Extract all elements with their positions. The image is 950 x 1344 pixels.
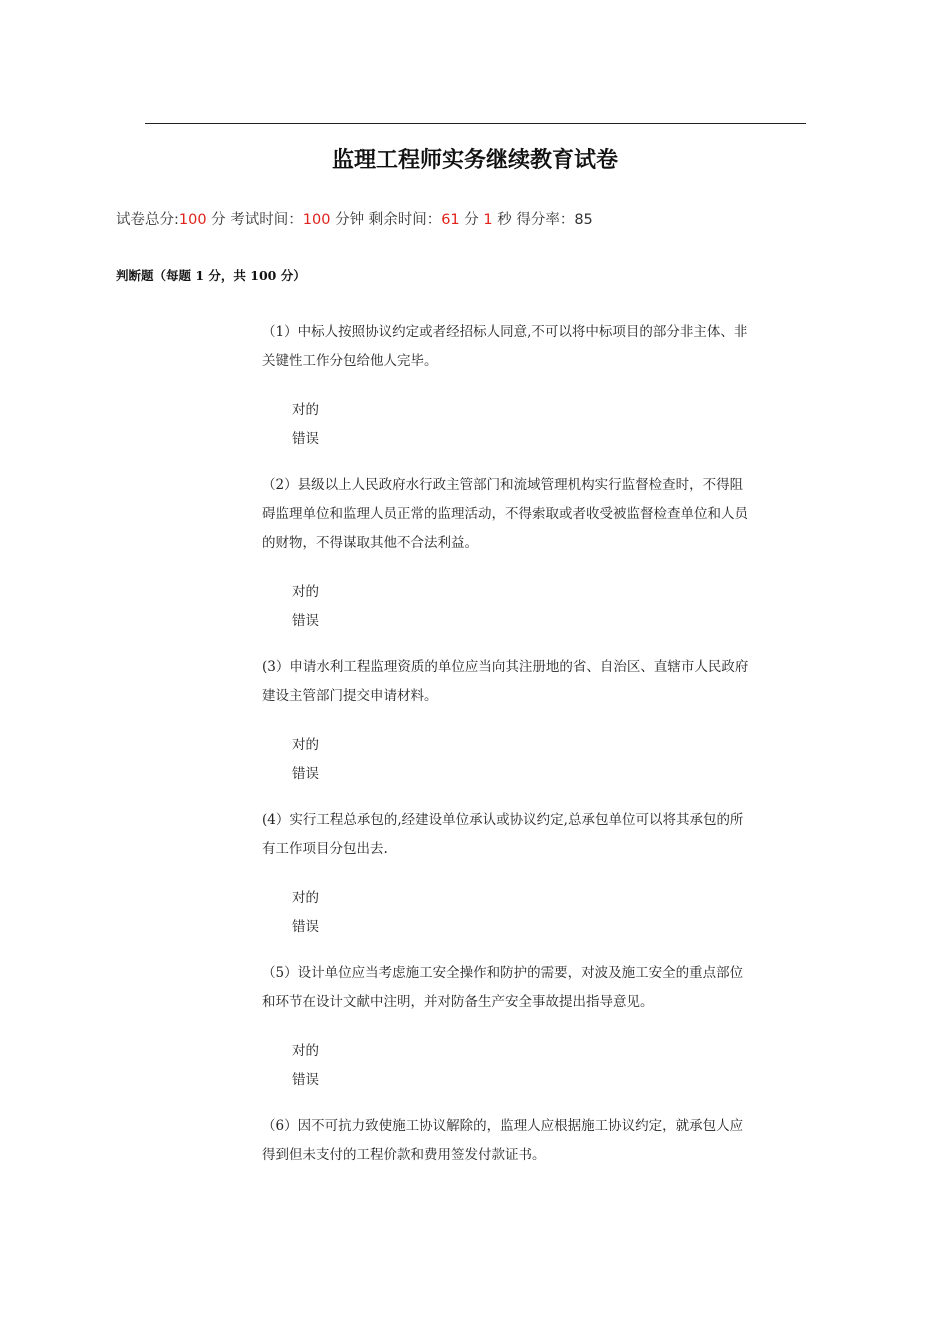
question-text: （5）设计单位应当考虑施工安全操作和防护的需要，对波及施工安全的重点部位和环节在设计文献中注明，并对防备生产安全事故提出指导意见。 (262, 965, 744, 1010)
page-title: 监理工程师实务继续教育试卷 (331, 147, 618, 173)
remaining-time-label: 分钟 剩余时间： (330, 212, 442, 228)
answer-options (262, 884, 752, 942)
top-divider (145, 123, 806, 124)
option-false[interactable]: 错误 (292, 919, 319, 935)
question-item (262, 1112, 752, 1170)
option-true[interactable]: 对的 (292, 584, 319, 600)
question-item (262, 318, 752, 454)
section-header: 判断题（每题 1 分，共 100 分） (116, 268, 306, 283)
exam-time-value: 100 (302, 212, 331, 228)
option-false[interactable]: 错误 (292, 1072, 319, 1088)
question-text: (4）实行工程总承包的,经建设单位承认或协议约定,总承包单位可以将其承包的所有工作项目分包出去. (262, 812, 744, 857)
question-text: (3）申请水利工程监理资质的单位应当向其注册地的省、自治区、直辖市人民政府建设主管部门提交申请材料。 (262, 659, 749, 704)
option-false[interactable]: 错误 (292, 431, 319, 447)
remaining-minutes: 61 (441, 212, 460, 228)
exam-time-label: 分 考试时间： (206, 212, 303, 228)
question-text: （2）县级以上人民政府水行政主管部门和流域管理机构实行监督检查时，不得阻碍监理单位和监理人员正常的监理活动，不得索取或者收受被监督检查单位和人员的财物，不得谋取其他不合法利益。 (262, 477, 748, 551)
answer-options (262, 1037, 752, 1095)
question-text: （1）中标人按照协议约定或者经招标人同意,不可以将中标项目的部分非主体、非关键性工作分包给他人完毕。 (262, 324, 748, 369)
question-text: （6）因不可抗力致使施工协议解除的，监理人应根据施工协议约定，就承包人应得到但未支付的工程价款和费用签发付款证书。 (262, 1118, 744, 1163)
option-true[interactable]: 对的 (292, 402, 319, 418)
score-rate-value: 85 (574, 212, 593, 228)
question-item (262, 959, 752, 1095)
option-false[interactable]: 错误 (292, 613, 319, 629)
option-true[interactable]: 对的 (292, 890, 319, 906)
answer-options (262, 578, 752, 636)
option-true[interactable]: 对的 (292, 737, 319, 753)
question-item (262, 471, 752, 636)
remaining-seconds: 1 (483, 212, 493, 228)
minutes-unit: 分 (459, 212, 484, 228)
question-item (262, 806, 752, 942)
option-true[interactable]: 对的 (292, 1043, 319, 1059)
total-score-value: 100 (178, 212, 207, 228)
score-rate-label: 秒 得分率： (492, 212, 575, 228)
answer-options (262, 396, 752, 454)
score-bar (116, 208, 593, 229)
total-score-label: 试卷总分: (116, 212, 179, 228)
option-false[interactable]: 错误 (292, 766, 319, 782)
answer-options (262, 731, 752, 789)
question-item (262, 653, 752, 789)
question-list (262, 318, 752, 1170)
